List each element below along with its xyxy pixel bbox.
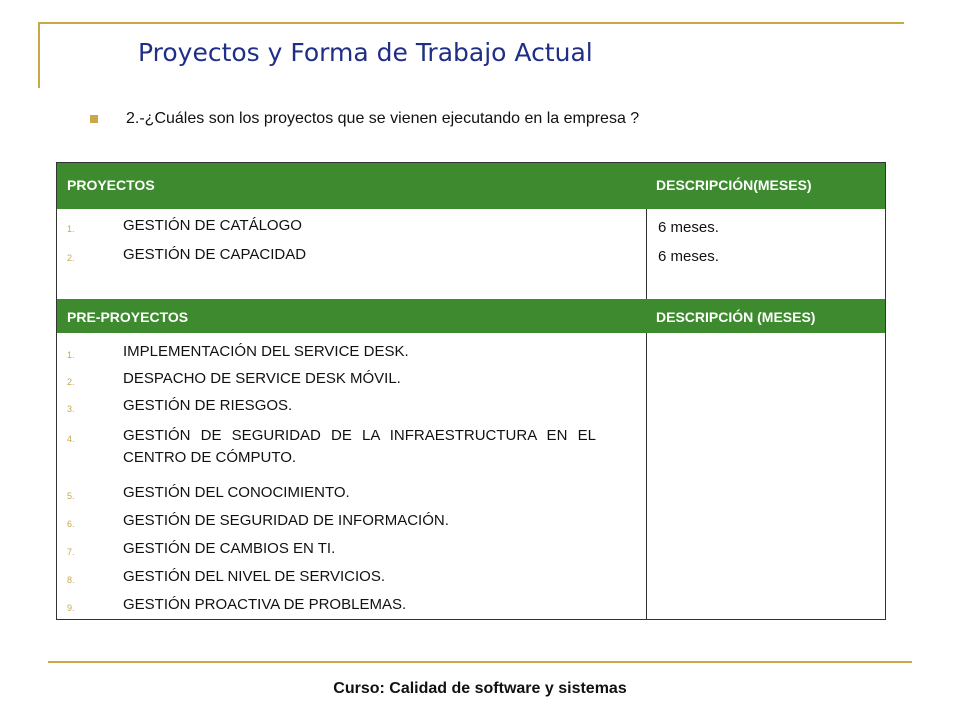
item-text: GESTIÓN DE CAMBIOS EN TI.	[123, 540, 336, 557]
footer-rule	[48, 661, 912, 663]
item-text	[123, 427, 639, 445]
item-text: GESTIÓN PROACTIVA DE PROBLEMAS.	[123, 596, 407, 613]
item-text: GESTIÓN DEL CONOCIMIENTO.	[123, 484, 350, 501]
slide-title: Proyectos y Forma de Trabajo Actual	[138, 38, 593, 67]
item-text: GESTIÓN DEL NIVEL DE SERVICIOS.	[123, 568, 386, 585]
header-description: DESCRIPCIÓN(MESES)	[656, 177, 812, 193]
item-number: 3.	[67, 404, 75, 414]
item-text: GESTIÓN DE CATÁLOGO	[123, 217, 302, 234]
item-number: 8.	[67, 575, 75, 585]
projects-table	[56, 162, 886, 620]
item-number: 5.	[67, 491, 75, 501]
item-number: 9.	[67, 603, 75, 613]
item-number: 1.	[67, 224, 75, 234]
question-text: 2.-¿Cuáles son los proyectos que se vienen ejecutando en la empresa ?	[126, 110, 640, 127]
question-bullet	[90, 110, 639, 128]
table-header-projects	[57, 163, 885, 209]
square-bullet-icon	[90, 115, 98, 123]
footer-course: Curso: Calidad de software y sistemas	[333, 680, 627, 697]
item-number: 2.	[67, 377, 75, 387]
item-text-line2: CENTRO DE CÓMPUTO.	[123, 449, 297, 466]
item-text: DESPACHO DE SERVICE DESK MÓVIL.	[123, 370, 401, 387]
item-text: IMPLEMENTACIÓN DEL SERVICE DESK.	[123, 343, 409, 360]
item-number: 2.	[67, 253, 75, 263]
item-text: GESTIÓN DE CAPACIDAD	[123, 246, 307, 263]
frame-top-rule	[40, 22, 904, 24]
project-desc: 6 meses.	[658, 219, 719, 236]
item-number: 4.	[67, 434, 75, 444]
project-desc: 6 meses.	[658, 248, 719, 265]
header-projects: PROYECTOS	[67, 177, 155, 193]
item-number: 6.	[67, 519, 75, 529]
column-divider	[646, 333, 647, 619]
item-number: 7.	[67, 547, 75, 557]
item-text-line1: GESTIÓN DE SEGURIDAD DE LA INFRAESTRUCTURA EN EL	[123, 427, 596, 444]
column-divider	[646, 209, 647, 299]
item-text: GESTIÓN DE RIESGOS.	[123, 397, 293, 414]
header-pre-projects: PRE-PROYECTOS	[67, 309, 189, 325]
table-header-pre-projects	[57, 299, 885, 333]
item-number: 1.	[67, 350, 75, 360]
frame-left-rule	[38, 22, 40, 88]
item-text: GESTIÓN DE SEGURIDAD DE INFORMACIÓN.	[123, 512, 449, 529]
header-description-2: DESCRIPCIÓN (MESES)	[656, 309, 816, 325]
